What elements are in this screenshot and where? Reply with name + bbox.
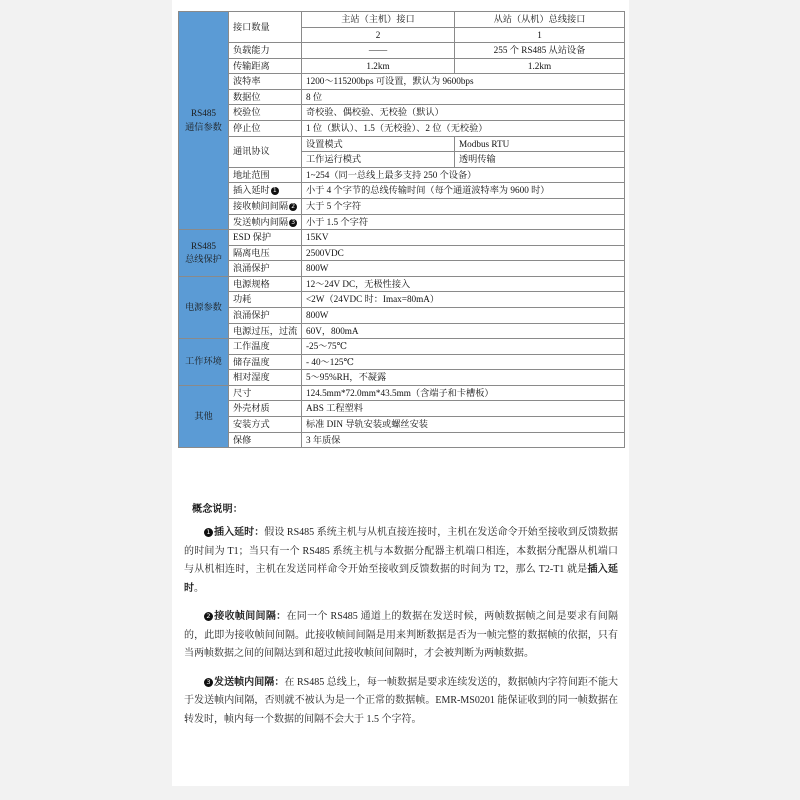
specification-table xyxy=(178,11,625,448)
value-protocol-setup-value: Modbus RTU xyxy=(455,136,625,152)
value-stop-bit: 1 位（默认）、1.5（无校验）、2 位（无校验） xyxy=(302,121,625,137)
group-label-line1: RS485 xyxy=(190,108,217,119)
table-row xyxy=(179,307,625,323)
table-row xyxy=(179,292,625,308)
param-relative-humidity: 相对湿度 xyxy=(229,370,302,386)
value-esd-protection: 15KV xyxy=(302,230,625,246)
param-esd-protection: ESD 保护 xyxy=(229,230,302,246)
table-row xyxy=(179,323,625,339)
note-item-3 xyxy=(178,674,624,730)
param-warranty: 保修 xyxy=(229,432,302,448)
value-rx-frame-gap: 大于 5 个字符 xyxy=(302,198,625,214)
param-baud-rate: 波特率 xyxy=(229,74,302,90)
table-row xyxy=(179,370,625,386)
group-label-rs485-comm xyxy=(179,12,229,230)
badge-3-icon: 3 xyxy=(289,219,297,227)
table-row xyxy=(179,417,625,433)
table-row xyxy=(179,276,625,292)
value-distance-slave: 1.2km xyxy=(455,58,625,74)
param-operating-temperature: 工作温度 xyxy=(229,339,302,355)
table-row xyxy=(179,74,625,90)
value-distance-master: 1.2km xyxy=(302,58,455,74)
document-page xyxy=(172,0,629,786)
value-tx-intra-frame-gap: 小于 1.5 个字符 xyxy=(302,214,625,230)
group-label-line1: RS485 xyxy=(190,240,217,251)
table-row xyxy=(179,354,625,370)
value-load-master: —— xyxy=(302,43,455,59)
param-tx-intra-frame-gap xyxy=(229,214,302,230)
value-insertion-delay: 小于 4 个字节的总线传输时间（每个通道波特率为 9600 时） xyxy=(302,183,625,199)
value-master-count: 2 xyxy=(302,27,455,43)
table-row xyxy=(179,261,625,277)
param-rx-frame-gap xyxy=(229,198,302,214)
param-address-range: 地址范围 xyxy=(229,167,302,183)
table-row xyxy=(179,58,625,74)
table-row xyxy=(179,385,625,401)
param-load-capacity: 负载能力 xyxy=(229,43,302,59)
table-row xyxy=(179,183,625,199)
group-label-rs485-protection xyxy=(179,230,229,277)
value-load-slave: 255 个 RS485 从站设备 xyxy=(455,43,625,59)
param-rx-frame-gap-label: 接收帧间间隔 xyxy=(233,200,289,211)
header-slave-port: 从站（从机）总线接口 xyxy=(455,12,625,28)
group-label-line1: 其他 xyxy=(194,410,213,421)
param-housing-material: 外壳材质 xyxy=(229,401,302,417)
badge-2-icon: 2 xyxy=(289,203,297,211)
table-row xyxy=(179,230,625,246)
badge-3-icon: 3 xyxy=(204,678,213,687)
note-2-body: 在同一个 RS485 通道上的数据在发送时候，两帧数据帧之间是要求有间隔的，此即为接收帧间间隔。此接收帧间间隔是用来判断数据是否为一帧完整的数据帧的依据，只有当两帧数据之间的间隔达到和超过此接收帧间间隔时，才会被判断为两帧数据。 xyxy=(184,611,619,659)
note-item-1 xyxy=(178,524,624,598)
group-label-other xyxy=(179,385,229,447)
table-row xyxy=(179,198,625,214)
param-storage-temperature: 储存温度 xyxy=(229,354,302,370)
value-mounting-method: 标准 DIN 导轨安装或螺丝安装 xyxy=(302,417,625,433)
param-surge-protection-power: 浪涌保护 xyxy=(229,307,302,323)
table-row xyxy=(179,89,625,105)
table-row xyxy=(179,12,625,28)
param-insertion-delay xyxy=(229,183,302,199)
value-protocol-run-value: 透明传输 xyxy=(455,152,625,168)
value-housing-material: ABS 工程塑料 xyxy=(302,401,625,417)
table-row xyxy=(179,43,625,59)
value-data-bits: 8 位 xyxy=(302,89,625,105)
note-3-body: 在 RS485 总线上，每一帧数据是要求连续发送的，数据帧内字符间距不能大于发送帧内间隔，否则就不被认为是一个正常的数据帧。EMR-MS0201 能保证收到的同一帧数据在转发时，帧内每一个数据的间隔不会大于 1.5 个字符。 xyxy=(184,676,619,725)
group-label-line2: 通信参数 xyxy=(185,121,222,132)
group-label-line2: 总线保护 xyxy=(185,253,222,264)
table-row xyxy=(179,245,625,261)
value-storage-temperature: - 40～125℃ xyxy=(302,354,625,370)
param-overvoltage-overcurrent: 电源过压，过流 xyxy=(229,323,302,339)
note-item-2 xyxy=(178,608,624,664)
param-dimensions: 尺寸 xyxy=(229,385,302,401)
value-protocol-run-mode: 工作运行模式 xyxy=(302,152,455,168)
group-label-power xyxy=(179,276,229,338)
param-tx-intra-frame-gap-label: 发送帧内间隔 xyxy=(233,216,289,227)
value-baud-rate: 1200～115200bps 可设置，默认为 9600bps xyxy=(302,74,625,90)
value-overvoltage-overcurrent: 60V，800mA xyxy=(302,323,625,339)
param-data-bits: 数据位 xyxy=(229,89,302,105)
badge-1-icon: 1 xyxy=(271,187,279,195)
param-insertion-delay-label: 插入延时 xyxy=(233,185,270,196)
table-row xyxy=(179,121,625,137)
value-power-spec: 12～24V DC，无极性接入 xyxy=(302,276,625,292)
note-1-body: 假设 RS485 系统主机与从机直接连接时，主机在发送命令开始至接收到反馈数据的时间为 T1；当只有一个 RS485 系统主机与本数据分配器主机端口相连，本数据分配器从机端口与从机相连时，主机在发送同样命令开始至接收到反馈数据的时间为 T2，那么 T2-T1 就是 xyxy=(184,527,619,575)
note-3-lead: 发送帧内间隔： xyxy=(214,676,285,688)
notes-heading: 概念说明： xyxy=(192,504,243,515)
header-master-port: 主站（主机）接口 xyxy=(302,12,455,28)
table-row xyxy=(179,339,625,355)
group-label-line1: 工作环境 xyxy=(185,356,222,367)
param-parity-bit: 校验位 xyxy=(229,105,302,121)
group-label-environment xyxy=(179,339,229,386)
table-row xyxy=(179,214,625,230)
param-power-spec: 电源规格 xyxy=(229,276,302,292)
note-1-lead: 插入延时： xyxy=(214,527,265,538)
value-dimensions: 124.5mm*72.0mm*43.5mm（含端子和卡槽板） xyxy=(302,385,625,401)
badge-2-icon: 2 xyxy=(204,612,213,621)
value-relative-humidity: 5～95%RH，不凝露 xyxy=(302,370,625,386)
table-row xyxy=(179,105,625,121)
value-address-range: 1~254（同一总线上最多支持 250 个设备） xyxy=(302,167,625,183)
param-transmission-distance: 传输距离 xyxy=(229,58,302,74)
value-surge-protection-power: 800W xyxy=(302,307,625,323)
table-row xyxy=(179,401,625,417)
concept-notes-section xyxy=(178,500,624,739)
param-mounting-method: 安装方式 xyxy=(229,417,302,433)
table-row xyxy=(179,432,625,448)
param-surge-protection-bus: 浪涌保护 xyxy=(229,261,302,277)
note-2-lead: 接收帧间间隔： xyxy=(214,611,287,622)
value-slave-count: 1 xyxy=(455,27,625,43)
param-protocol: 通讯协议 xyxy=(229,136,302,167)
value-protocol-setup-mode: 设置模式 xyxy=(302,136,455,152)
value-warranty: 3 年质保 xyxy=(302,432,625,448)
value-surge-protection-bus: 800W xyxy=(302,261,625,277)
note-1-tail: 。 xyxy=(194,582,204,594)
value-operating-temperature: -25～75℃ xyxy=(302,339,625,355)
value-parity-bit: 奇校验、偶校验、无校验（默认） xyxy=(302,105,625,121)
badge-1-icon: 1 xyxy=(204,528,213,537)
table-row xyxy=(179,167,625,183)
group-label-line1: 电源参数 xyxy=(185,301,222,312)
note-1-tail-bold: 插入延时 xyxy=(184,564,619,594)
value-isolation-voltage: 2500VDC xyxy=(302,245,625,261)
param-interface-count: 接口数量 xyxy=(229,12,302,43)
value-power-consumption: <2W（24VDC 时：Imax=80mA） xyxy=(302,292,625,308)
param-stop-bit: 停止位 xyxy=(229,121,302,137)
table-row xyxy=(179,136,625,152)
param-isolation-voltage: 隔离电压 xyxy=(229,245,302,261)
param-power-consumption: 功耗 xyxy=(229,292,302,308)
